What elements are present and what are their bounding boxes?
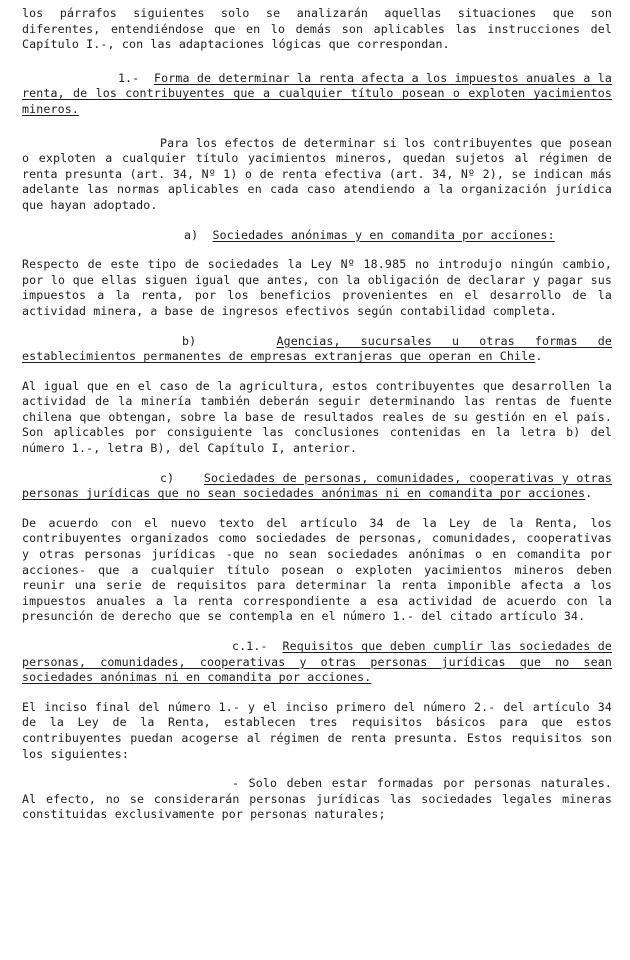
subheading-a: [22, 228, 612, 244]
subheading-c1: [22, 639, 612, 686]
subheading-letter: b): [182, 333, 197, 348]
heading-number: 1.-: [118, 70, 140, 85]
subheading-letter: c): [160, 470, 175, 485]
paragraph-regimen: Para los efectos de determinar si los contribuyentes que posean o exploten a cualquier título yacimientos mineros, quedan sujetos al régimen de renta presunta (art. 34, Nº 1) o de renta efectiva (art. 34, Nº 2), se indican más adelante las normas aplicables en cada caso atendiendo a la organización jurídica que hayan adoptado.: [22, 135, 612, 212]
subheading-title: Sociedades de personas, comunidades, cooperativas y otras personas jurídicas que no sean sociedades anónimas ni en comandita por acciones: [22, 470, 612, 501]
subheading-c: c) Sociedades de personas, comunidades, cooperativas y otras personas jurídicas que no sean sociedades anónimas ni en comandita por acciones.: [22, 470, 612, 501]
heading-title: Forma de determinar la renta afecta a los impuestos anuales a la renta, de los contribuyentes que a cualquier título posean o exploten yacimientos mineros.: [22, 70, 612, 116]
subheading-b: b) Agencias, sucursales u otras formas de establecimientos permanentes de empresas extranjeras que operan en Chile.: [22, 333, 612, 364]
subheading-number: c.1.-: [232, 639, 268, 653]
subheading-letter: a): [184, 227, 199, 242]
subheading-title: Requisitos que deben cumplir las sociedades de personas, comunidades, cooperativas y otras personas jurídicas que no sean sociedades anónimas ni en comandita por acciones.: [22, 639, 613, 685]
paragraph-sociedades-anonimas: Respecto de este tipo de sociedades la Ley Nº 18.985 no introdujo ningún cambio, por lo que ellas siguen igual que antes, con la obligación de declarar y pagar sus impuestos a la renta, por los beneficios provenientes en el desarrollo de la actividad minera, a base de ingresos efectivos según contabilidad completa.: [22, 257, 612, 318]
intro-paragraph: los párrafos siguientes solo se analizarán aquellas situaciones que son diferentes, entendiéndose que en lo demás son aplicables las instrucciones del Capítulo I.-, con las adaptaciones lógicas que correspondan.: [22, 6, 612, 52]
paragraph-agencias: Al igual que en el caso de la agricultura, estos contribuyentes que desarrollen la actividad de la minería también deberán seguir determinando las rentas de fuente chilena que obtengan, sobre la base de resultados reales de su gestión en el país. Son aplicables por consiguiente las conclusiones contenidas en la letra b) del número 1.-, letra B), del Capítulo I, anterior.: [22, 378, 612, 456]
paragraph-requisitos: El inciso final del número 1.- y el inciso primero del número 2.- del artículo 34 de la Ley de la Renta, establecen tres requisitos básicos para que estos contribuyentes puedan acogerse al régimen de renta presunta. Estos requisitos son los siguientes:: [22, 699, 612, 761]
subheading-title: Sociedades anónimas y en comandita por acciones:: [212, 227, 555, 242]
paragraph-sociedades-personas: De acuerdo con el nuevo texto del artículo 34 de la Ley de la Renta, los contribuyentes organizados como sociedades de personas, comunidades, cooperativas y otras personas jurídicas -que no sean sociedades anónimas o en comandita por acciones- que a cualquier título posean o exploten yacimientos mineros deben reunir una serie de requisitos para determinar la renta imponible afecta a los impuestos anuales a la renta correspondiente a esa actividad de acuerdo con la presunción de derecho que se contempla en el número 1.- del citado artículo 34.: [22, 515, 612, 624]
section-heading-1: [22, 71, 612, 118]
requirement-item: - Solo deben estar formadas por personas naturales. Al efecto, no se considerarán personas jurídicas las sociedades legales mineras constituidas exclusivamente por personas naturales;: [22, 776, 612, 822]
subheading-title: Agencias, sucursales u otras formas de establecimientos permanentes de empresas extranjeras que operan en Chile: [22, 333, 612, 364]
